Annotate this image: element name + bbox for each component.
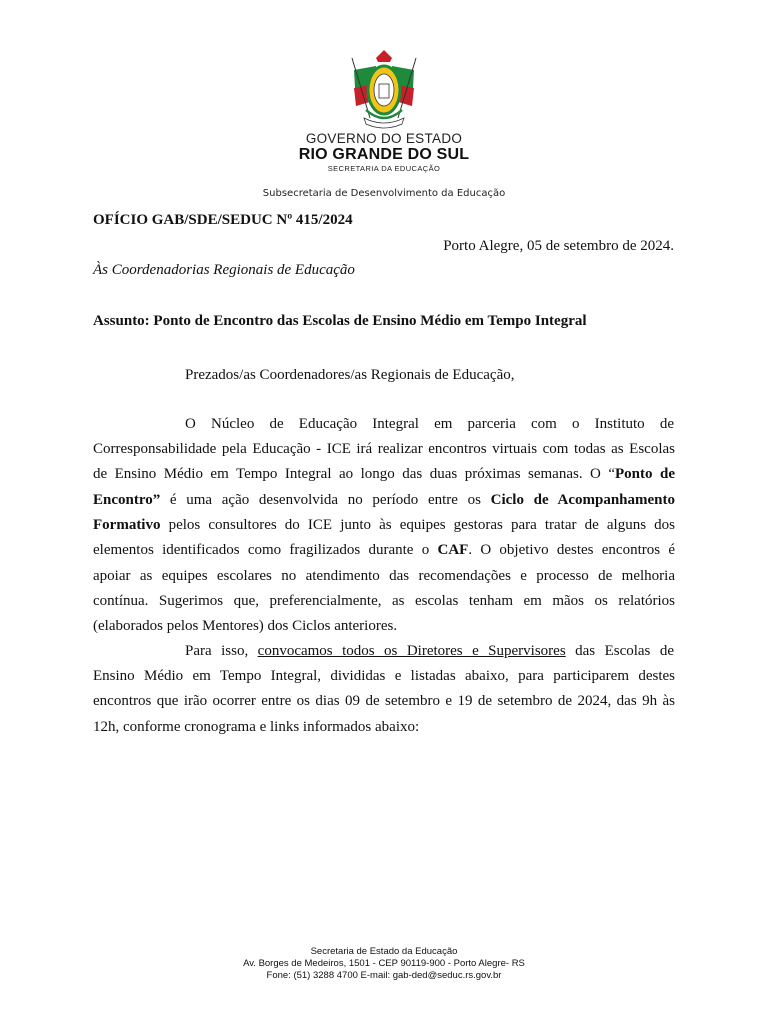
gov-line2: RIO GRANDE DO SUL — [298, 146, 470, 163]
p1-line8: contínua. Sugerimos que, preferencialmente, as escolas tenham em mãos os relatórios — [93, 593, 675, 609]
greeting: Prezados/as Coordenadores/as Regionais de Educação, — [185, 367, 515, 383]
p1-line7: apoiar as equipes escolares no atendimento das recomendações e processo de melhoria — [93, 568, 675, 584]
p1-line3: de Ensino Médio em Tempo Integral ao longo das duas próximas semanas. O “Ponto de — [93, 466, 675, 482]
p1-line1: O Núcleo de Educação Integral em parceria com o Instituto de — [185, 416, 674, 432]
footer-line3: Fone: (51) 3288 4700 E-mail: gab-ded@seduc.rs.gov.br — [266, 970, 502, 981]
letter-date: Porto Alegre, 05 de setembro de 2024. — [443, 238, 674, 254]
subsecretaria: Subsecretaria de Desenvolvimento da Educação — [262, 188, 506, 199]
p2-line2: Ensino Médio em Tempo Integral, divididas e listadas abaixo, para participarem destes — [93, 668, 675, 684]
p1-line2: Corresponsabilidade pela Educação - ICE irá realizar encontros virtuais com todas as Escolas — [93, 441, 675, 457]
p1-line5: Formativo pelos consultores do ICE junto às equipes gestoras para tratar de alguns dos — [93, 517, 675, 533]
subject: Assunto: Ponto de Encontro das Escolas de Ensino Médio em Tempo Integral — [93, 313, 587, 329]
p1-line4: Encontro” é uma ação desenvolvida no período entre os Ciclo de Acompanhamento — [93, 492, 675, 508]
recipient: Às Coordenadorias Regionais de Educação — [93, 262, 355, 278]
p2-line1: Para isso, convocamos todos os Diretores e Supervisores das Escolas de — [185, 643, 675, 659]
gov-line1: GOVERNO DO ESTADO — [305, 131, 463, 146]
footer-line1: Secretaria de Estado da Educação — [310, 946, 458, 957]
oficio-number: OFÍCIO GAB/SDE/SEDUC Nº 415/2024 — [93, 212, 353, 228]
coat-of-arms-icon — [346, 48, 422, 134]
gov-line3: SECRETARIA DA EDUCAÇÃO — [327, 164, 441, 173]
p2-line4: 12h, conforme cronograma e links informados abaixo: — [93, 719, 420, 735]
p1-line9: (elaborados pelos Mentores) dos Ciclos anteriores. — [93, 618, 398, 634]
p2-line3: encontros que irão ocorrer entre os dias 09 de setembro e 19 de setembro de 2024, das 9h às — [93, 693, 675, 709]
footer-line2: Av. Borges de Medeiros, 1501 - CEP 90119-900 - Porto Alegre- RS — [243, 958, 525, 969]
p1-line6: elementos identificados como fragilizados durante o CAF. O objetivo destes encontros é — [93, 542, 676, 558]
